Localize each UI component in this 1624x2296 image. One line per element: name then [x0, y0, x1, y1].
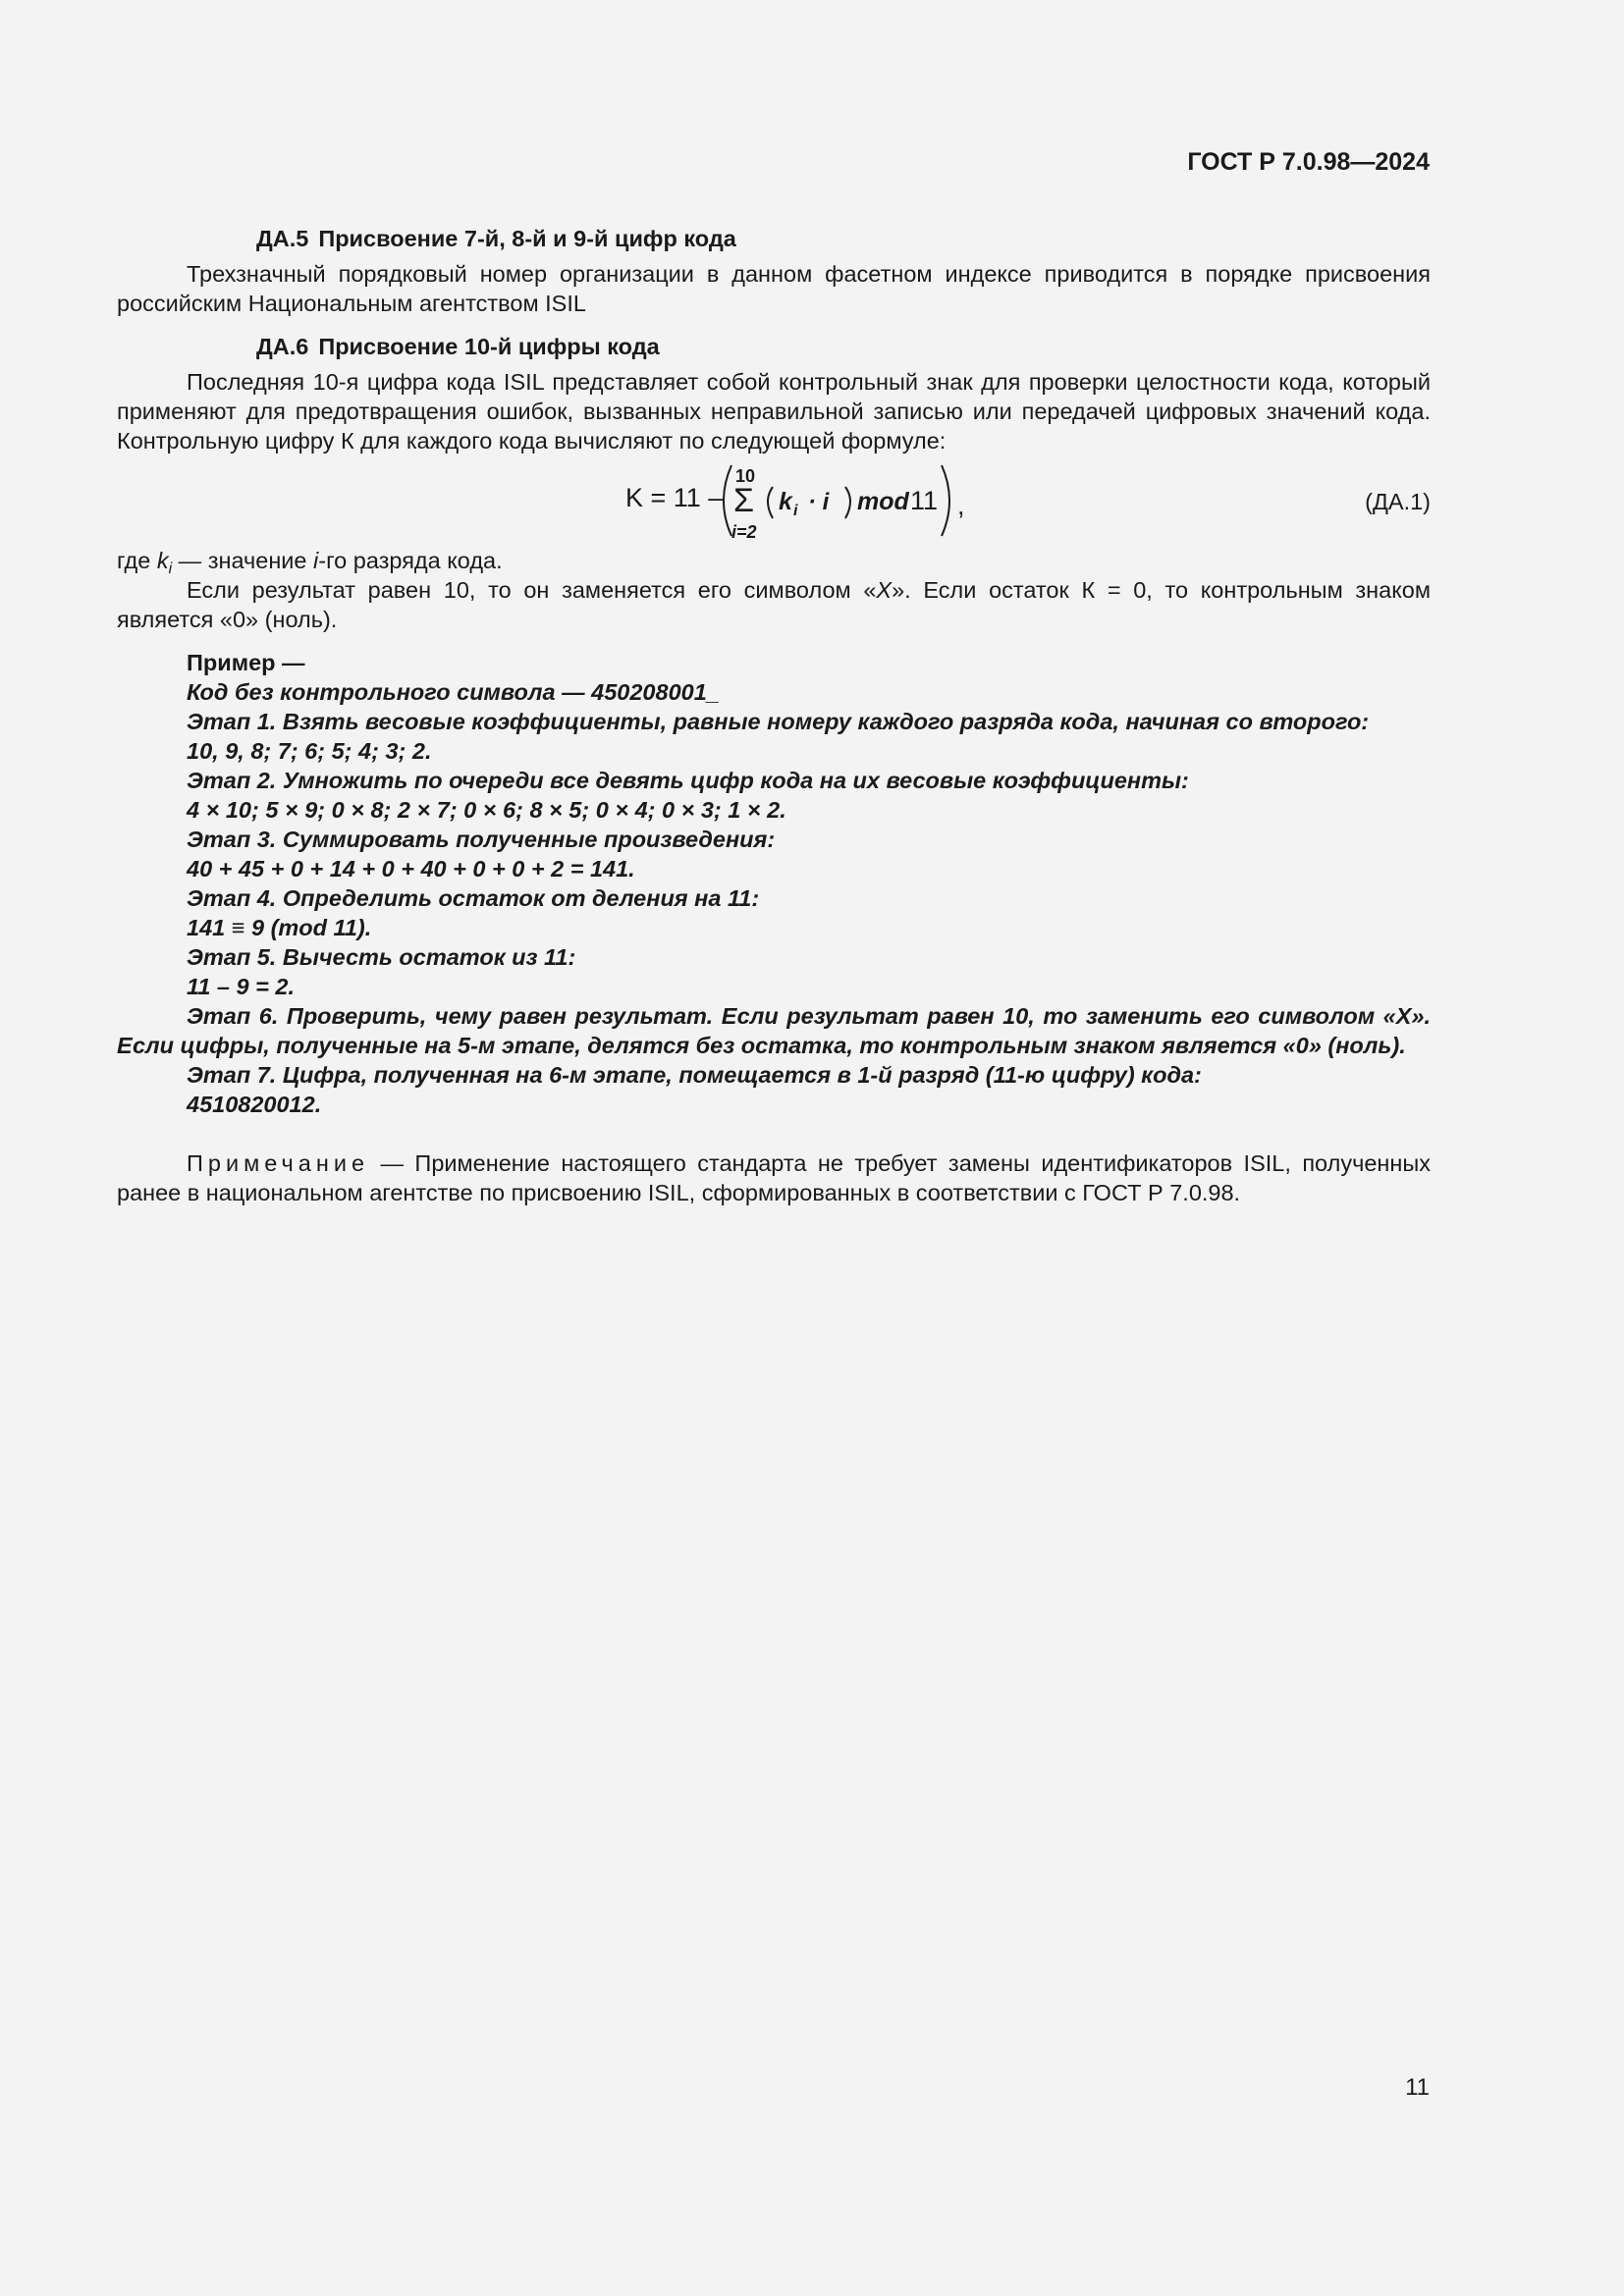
section-number: ДА.6	[256, 334, 309, 359]
example-line: Этап 4. Определить остаток от деления на 11:	[187, 885, 760, 911]
example-title: Пример —	[187, 650, 305, 675]
formula-eleven: 11	[910, 486, 939, 515]
section-heading-da6	[117, 332, 1431, 361]
section-heading-da5	[117, 224, 1431, 253]
sum-sigma: Σ	[733, 482, 755, 519]
left-paren	[724, 465, 731, 536]
right-paren	[942, 465, 949, 536]
inner-right-paren	[845, 487, 850, 518]
formula-lhs: K = 11 –	[625, 483, 724, 512]
standard-code: ГОСТ Р 7.0.98—2024	[1187, 148, 1430, 176]
formula-comma: ,	[957, 491, 965, 520]
example-line: Этап 5. Вычесть остаток из 11:	[187, 944, 576, 970]
where-clause: где $k_i$ — значение i-го разряда кода.	[117, 548, 503, 577]
sum-upper-limit: 10	[735, 466, 756, 486]
example-line: 141 ≡ 9 (mod 11).	[187, 915, 372, 940]
example-block	[117, 648, 1431, 1119]
check-digit-formula	[625, 459, 1038, 542]
section-number: ДА.5	[256, 226, 309, 251]
example-line: Код без контрольного символа — 450208001_	[187, 679, 720, 705]
rule-text: Если результат равен 10, то он заменяется его символом «X». Если остаток К = 0, то контрольным знаком является «0» (ноль).	[117, 577, 1431, 632]
formula-number: (ДА.1)	[1365, 489, 1431, 514]
note-text: — Применение настоящего стандарта не требует замены идентификаторов ISIL, полученных ранее в национальном агентстве по присвоению ISIL, сформированных в соответствии с ГОСТ Р 7.0.98.	[117, 1150, 1431, 1205]
section-text-da6: Последняя 10-я цифра кода ISIL представляет собой контрольный знак для проверки целостности кода, который применяют для предотвращения ошибок, вызванных неправильной записью или передачей цифровых значений кода. Контрольную цифру К для каждого кода вычисляют по следующей формуле:	[117, 369, 1431, 454]
example-line: Этап 2. Умножить по очереди все девять цифр кода на их весовые коэффициенты:	[187, 768, 1189, 793]
formula-mod: mod	[857, 488, 909, 515]
note-paragraph	[117, 1148, 1431, 1207]
example-line: Этап 3. Суммировать полученные произведения:	[187, 827, 776, 852]
example-step6: Этап 6. Проверить, чему равен результат. Если результат равен 10, то заменить его символом «X». Если цифры, полученные на 5-м этапе, делятся без остатка, то контрольным знаком является «0» (ноль).	[117, 1003, 1431, 1058]
formula-k-sub: i	[793, 503, 798, 519]
page-number: 11	[1405, 2074, 1430, 2101]
page-content	[117, 224, 1431, 1207]
section-text-da5: Трехзначный порядковый номер организации в данном фасетном индексе приводится в порядке присвоения российским Национальным агентством ISIL	[117, 261, 1431, 316]
example-line: 11 – 9 = 2.	[187, 974, 295, 999]
formula-dot-i: · i	[808, 489, 830, 515]
inner-left-paren	[768, 487, 773, 518]
example-result: 4510820012.	[187, 1092, 322, 1117]
section-title: Присвоение 10-й цифры кода	[318, 334, 660, 359]
example-line: 40 + 45 + 0 + 14 + 0 + 40 + 0 + 0 + 2 = 141.	[187, 856, 635, 881]
sum-lower-limit: i=2	[731, 522, 757, 542]
example-line: 4 × 10; 5 × 9; 0 × 8; 2 × 7; 0 × 6; 8 × 5; 0 × 4; 0 × 3; 1 × 2.	[187, 797, 786, 823]
formula-row	[117, 459, 1431, 542]
example-line: Этап 1. Взять весовые коэффициенты, равные номеру каждого разряда кода, начиная со второго:	[187, 709, 1370, 734]
example-line: 10, 9, 8; 7; 6; 5; 4; 3; 2.	[187, 738, 432, 764]
section-title: Присвоение 7-й, 8-й и 9-й цифр кода	[318, 226, 736, 251]
example-step7: Этап 7. Цифра, полученная на 6-м этапе, помещается в 1-й разряд (11-ю цифру) кода:	[187, 1062, 1202, 1088]
formula-k: k	[779, 488, 792, 515]
note-label: Примечание	[187, 1150, 370, 1176]
